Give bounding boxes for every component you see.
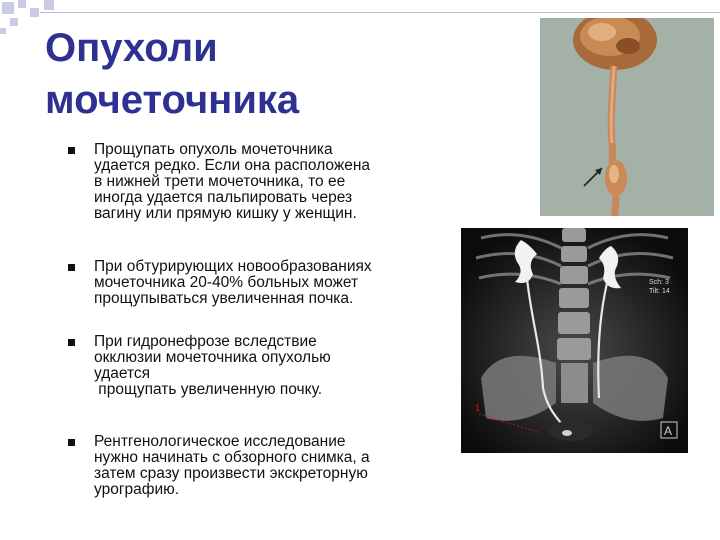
bullet-line: мочеточника 20-40% больных может xyxy=(94,274,359,291)
square-bullet-icon xyxy=(68,147,75,154)
xray-marker-label: 1 xyxy=(475,403,481,413)
xray-corner-label: A xyxy=(664,424,673,438)
urogram-xray xyxy=(461,228,688,453)
specimen-photo xyxy=(540,18,714,216)
bullet-line: нужно начинать с обзорного снимка, а xyxy=(94,449,370,466)
bullet-text xyxy=(94,334,439,398)
bullet-line: окклюзии мочеточника опухолью xyxy=(94,349,331,366)
title-line-1: Опухоли xyxy=(45,26,218,70)
bullet-line: При гидронефрозе вследствие xyxy=(94,333,317,350)
bullet-text xyxy=(94,259,439,307)
bullet-line: прощупываться увеличенная почка. xyxy=(94,290,354,307)
bullet-line: удается редко. Если она расположена xyxy=(94,157,371,174)
square-bullet-icon xyxy=(68,264,75,271)
slide-title xyxy=(45,22,299,126)
square-bullet-icon xyxy=(68,439,75,446)
bullet-line: в нижней трети мочеточника, то ее xyxy=(94,173,346,190)
bullet-line: прощупать увеличенную почку. xyxy=(94,381,323,398)
bullet-line: иногда удается пальпировать через xyxy=(94,189,353,206)
title-line-2: мочеточника xyxy=(45,78,300,122)
bullet-line: Рентгенологическое исследование xyxy=(94,433,346,450)
square-bullet-icon xyxy=(68,339,75,346)
bullet-line: затем сразу произвести экскреторную xyxy=(94,465,368,482)
bullet-text xyxy=(94,434,439,498)
bullet-line: вагину или прямую кишку у женщин. xyxy=(94,205,357,222)
bullet-line: удается xyxy=(94,365,151,382)
bullet-line: урографию. xyxy=(94,481,180,498)
bullet-text xyxy=(94,142,439,222)
header-rule xyxy=(40,12,720,13)
bullet-line: При обтурирующих новообразованиях xyxy=(94,258,372,275)
xray-overlay-line-2: Tilt: 14 xyxy=(649,288,670,295)
xray-overlay-line-1: Sch: 3 xyxy=(649,279,669,286)
bullet-line: Прощупать опухоль мочеточника xyxy=(94,141,333,158)
